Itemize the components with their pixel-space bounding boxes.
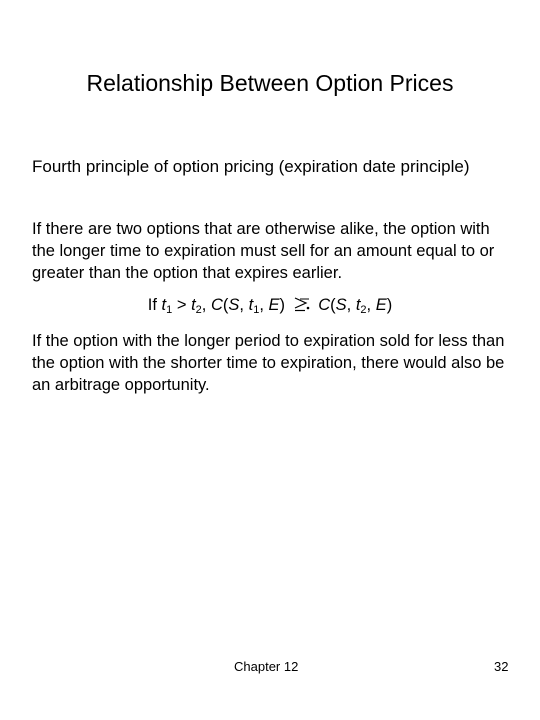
- formula-greater-than: >: [176, 296, 187, 314]
- principle-description: If there are two options that are otherwise alike, the option with the longer time to expiration must sell for an amount equal to or greater than the option that expires earlier.: [32, 220, 495, 282]
- formula-t2: t: [191, 296, 196, 314]
- formula-t1: t: [161, 296, 167, 314]
- formula-if: If: [147, 296, 157, 314]
- formula-t1-subscript: 1: [166, 304, 173, 316]
- page-number: 32: [494, 659, 509, 674]
- expiration-formula: If $t_1 > t_2$, C(S, $t_1$, E) C(S, $t_2$, E): [147, 296, 393, 316]
- footer-chapter-label: Chapter 12: [234, 659, 299, 674]
- greater-than-or-equal-icon: [292, 296, 312, 318]
- formula-t2-subscript: 2: [195, 304, 202, 316]
- formula-left-call: C(S, $t_1$, E): [210, 296, 286, 316]
- principle-heading: Fourth principle of option pricing (expiration date principle): [32, 157, 470, 176]
- arbitrage-explanation: If the option with the longer period to expiration sold for less than the option with the shorter time to expiration, there would also be an arbitrage opportunity.: [32, 332, 505, 394]
- slide-title: Relationship Between Option Prices: [86, 70, 454, 96]
- formula-right-call: C(S, $t_2$, E): [318, 296, 393, 316]
